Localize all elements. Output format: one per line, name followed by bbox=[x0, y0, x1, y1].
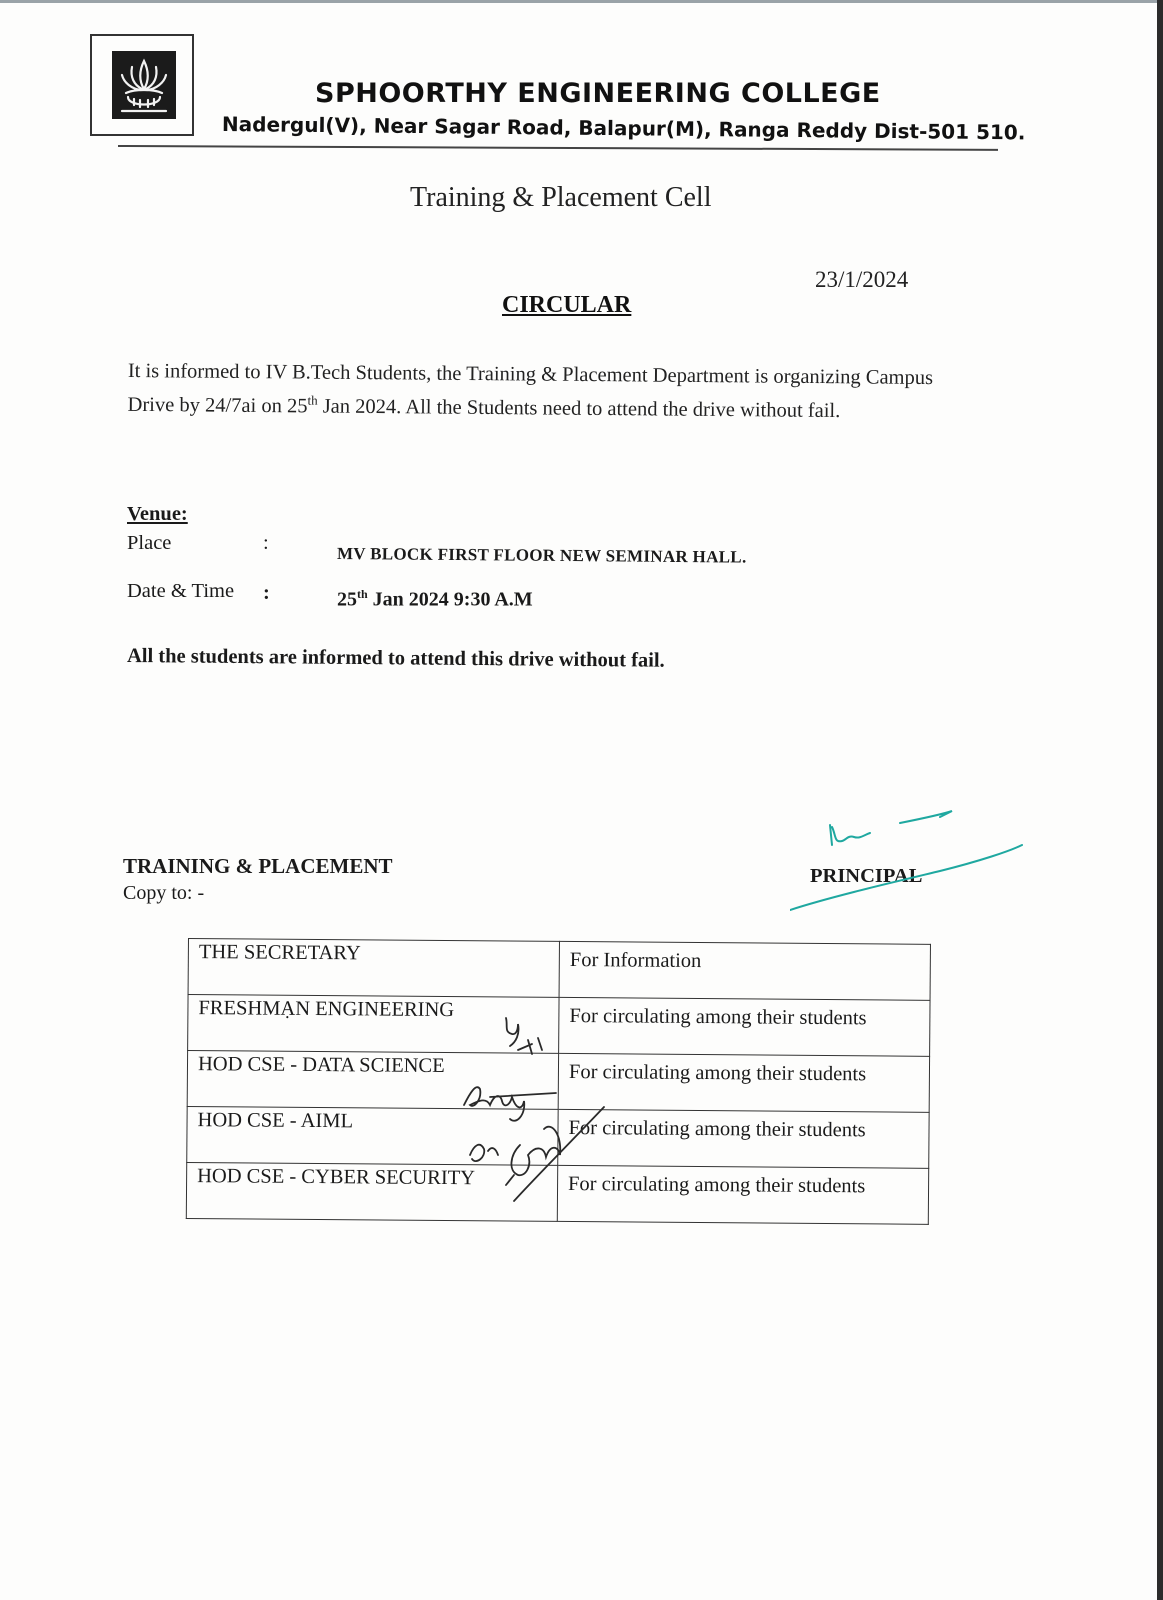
datetime-day: 25 bbox=[337, 588, 357, 611]
copy-recipient: HOD CSE - CYBER SECURITY bbox=[186, 1162, 557, 1221]
copy-purpose: For circulating among their students bbox=[557, 1165, 928, 1224]
training-placement-signatory: TRAINING & PLACEMENT bbox=[123, 854, 393, 878]
department-title: Training & Placement Cell bbox=[410, 182, 712, 213]
principal-signatory: PRINCIPAL bbox=[810, 865, 923, 887]
final-note: All the students are informed to attend this drive without fail. bbox=[126, 645, 665, 672]
circular-date: 23/1/2024 bbox=[815, 267, 909, 292]
college-logo bbox=[90, 34, 194, 136]
circular-body bbox=[127, 358, 977, 426]
copy-recipient: FRESHMẠN ENGINEERING bbox=[188, 995, 559, 1054]
copy-recipient: HOD CSE - AIML bbox=[187, 1106, 558, 1165]
lotus-logo-icon bbox=[112, 51, 176, 119]
table-row bbox=[188, 995, 930, 1057]
body-text-sup: th bbox=[307, 392, 318, 408]
principal-signature bbox=[790, 805, 1040, 920]
datetime-value bbox=[337, 587, 533, 612]
place-value: MV BLOCK FIRST FLOOR NEW SEMINAR HALL. bbox=[336, 544, 747, 567]
body-text-part2: Jan 2024. All the Students need to attend the drive without fail. bbox=[317, 395, 841, 423]
college-address: Nadergul(V), Near Sagar Road, Balapur(M), Ranga Reddy Dist-501 510. bbox=[221, 112, 1026, 145]
circular-heading: CIRCULAR bbox=[502, 292, 632, 318]
datetime-sup: th bbox=[357, 587, 368, 601]
copy-purpose: For circulating among their students bbox=[558, 1109, 929, 1168]
copy-purpose: For circulating among their students bbox=[558, 1053, 929, 1112]
place-label: Place bbox=[127, 532, 172, 554]
table-row bbox=[186, 1162, 928, 1224]
datetime-separator: : bbox=[263, 582, 270, 604]
datetime-rest: Jan 2024 9:30 A.M bbox=[367, 588, 533, 611]
table-row bbox=[187, 1051, 929, 1113]
copy-recipient: THE SECRETARY bbox=[188, 939, 559, 998]
place-separator: : bbox=[263, 532, 269, 554]
copy-purpose: For circulating among their students bbox=[559, 997, 930, 1056]
header-divider bbox=[118, 145, 998, 151]
copy-to-label: Copy to: - bbox=[123, 882, 205, 904]
copy-to-table bbox=[186, 938, 931, 1225]
venue-heading: Venue: bbox=[127, 503, 188, 525]
datetime-label: Date & Time bbox=[127, 580, 235, 602]
scan-top-edge bbox=[0, 0, 1163, 3]
copy-recipient: HOD CSE - DATA SCIENCE bbox=[187, 1051, 558, 1110]
scan-right-edge bbox=[1157, 0, 1163, 1600]
copy-purpose: For Information bbox=[559, 941, 930, 1000]
table-row bbox=[187, 1106, 929, 1168]
table-row bbox=[188, 939, 930, 1001]
college-name: SPHOORTHY ENGINEERING COLLEGE bbox=[315, 78, 881, 109]
body-text-part1: It is informed to IV B.Tech Students, the Training & Placement Department is organizing Campus Drive by 24/7ai on 25 bbox=[127, 359, 934, 418]
